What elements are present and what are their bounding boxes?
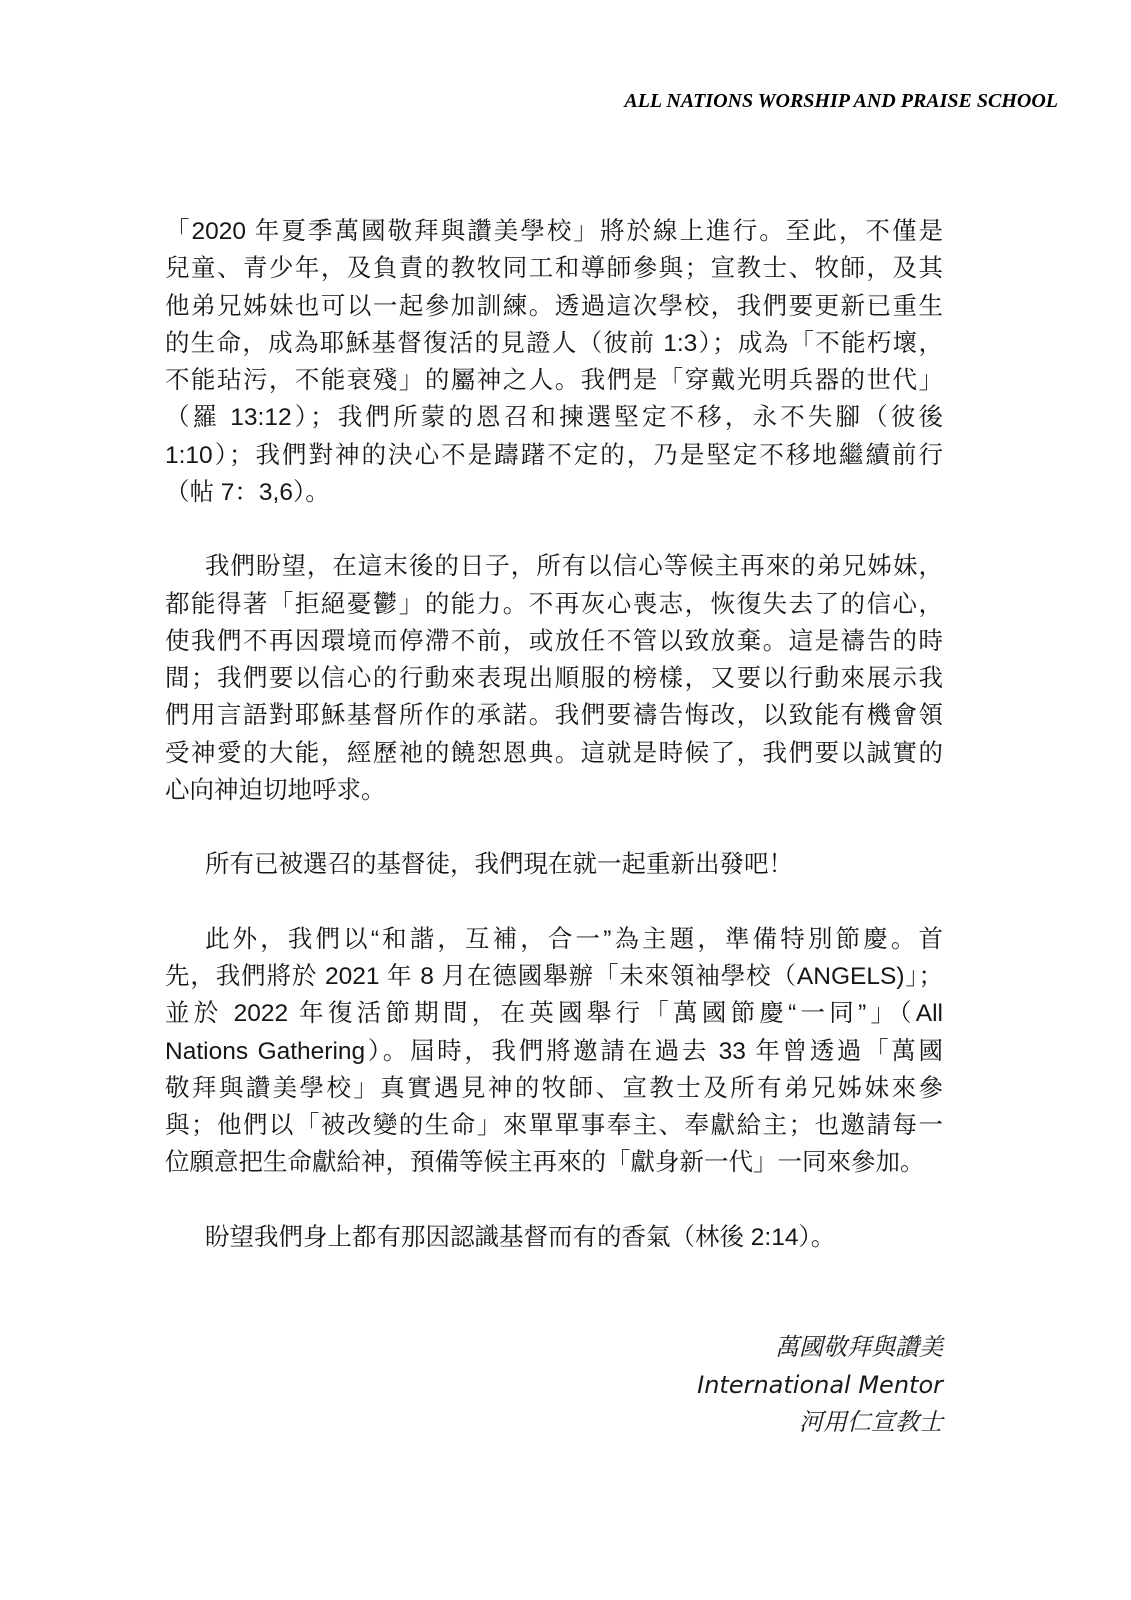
- text-line: 敬拜與讚美學校」真實遇見神的牧師、宣教士及所有弟兄姊妹來參: [165, 1074, 943, 1102]
- paragraph-2: [165, 548, 943, 809]
- text-line: 的生命，成為耶穌基督復活的見證人（彼前 1:3）；成為「不能朽壞，: [165, 329, 943, 357]
- signature-organization: 萬國敬拜與讚美: [775, 1333, 943, 1361]
- paragraph-3: [165, 846, 943, 883]
- signature-block: [697, 1329, 943, 1442]
- text-line: （羅 13:12）；我們所蒙的恩召和揀選堅定不移，永不失腳（彼後: [165, 404, 943, 432]
- text-line: 他弟兄姊妹也可以一起參加訓練。透過這次學校，我們要更新已重生: [165, 292, 943, 320]
- text-line: 都能得著「拒絕憂鬱」的能力。不再灰心喪志，恢復失去了的信心，: [165, 590, 943, 618]
- text-line: 間；我們要以信心的行動來表現出順服的榜樣，又要以行動來展示我: [165, 665, 943, 692]
- text-line: 所有已被選召的基督徒，我們現在就一起重新出發吧！: [205, 851, 793, 879]
- text-line: 不能玷污，不能衰殘」的屬神之人。我們是「穿戴光明兵器的世代」: [165, 367, 943, 394]
- text-line: 心向神迫切地呼求。: [165, 776, 386, 804]
- text-line: Nations Gathering）。屆時，我們將邀請在過去 33 年曾透過「萬國: [165, 1037, 943, 1065]
- running-header-title: ALL NATIONS WORSHIP AND PRAISE SCHOOL: [624, 90, 1058, 112]
- text-line: 位願意把生命獻給神，預備等候主再來的「獻身新一代」一同來參加。: [165, 1149, 925, 1177]
- text-line: （帖 7：3,6）。: [165, 478, 330, 506]
- text-line: 受神愛的大能，經歷祂的饒恕恩典。這就是時候了，我們要以誠實的: [165, 739, 943, 767]
- text-line: 此外，我們以“和諧，互補，合一”為主題，準備特別節慶。首: [205, 925, 943, 953]
- paragraph-1: [165, 213, 943, 511]
- text-line: 我們盼望，在這末後的日子，所有以信心等候主再來的弟兄姊妹，: [205, 553, 943, 581]
- text-line: 盼望我們身上都有那因認識基督而有的香氣（林後 2:14）。: [205, 1223, 836, 1251]
- paragraph-4: [165, 921, 943, 1182]
- text-line: 兒童、青少年，及負責的教牧同工和導師參與；宣教士、牧師，及其: [165, 255, 943, 283]
- text-line: 並於 2022 年復活節期間，在英國舉行「萬國節慶“一同”」（All: [165, 1000, 943, 1028]
- letter-body: [165, 213, 943, 1293]
- text-line: 們用言語對耶穌基督所作的承諾。我們要禱告悔改，以致能有機會領: [165, 702, 943, 730]
- text-line: 與；他們以「被改變的生命」來單單事奉主、奉獻給主；也邀請每一: [165, 1112, 943, 1139]
- text-line: 使我們不再因環境而停滯不前，或放任不管以致放棄。這是禱告的時: [165, 627, 943, 655]
- text-line: 先，我們將於 2021 年 8 月在德國舉辦「未來領袖學校（ANGELS)」；: [165, 963, 943, 990]
- paragraph-5: [165, 1219, 943, 1256]
- signature-role: International Mentor: [697, 1370, 943, 1399]
- signature-name: 河用仁宣教士: [799, 1408, 943, 1436]
- text-line: 1:10）；我們對神的決心不是躊躇不定的，乃是堅定不移地繼續前行: [165, 441, 943, 469]
- text-line: 「2020 年夏季萬國敬拜與讚美學校」將於線上進行。至此，不僅是: [165, 218, 943, 245]
